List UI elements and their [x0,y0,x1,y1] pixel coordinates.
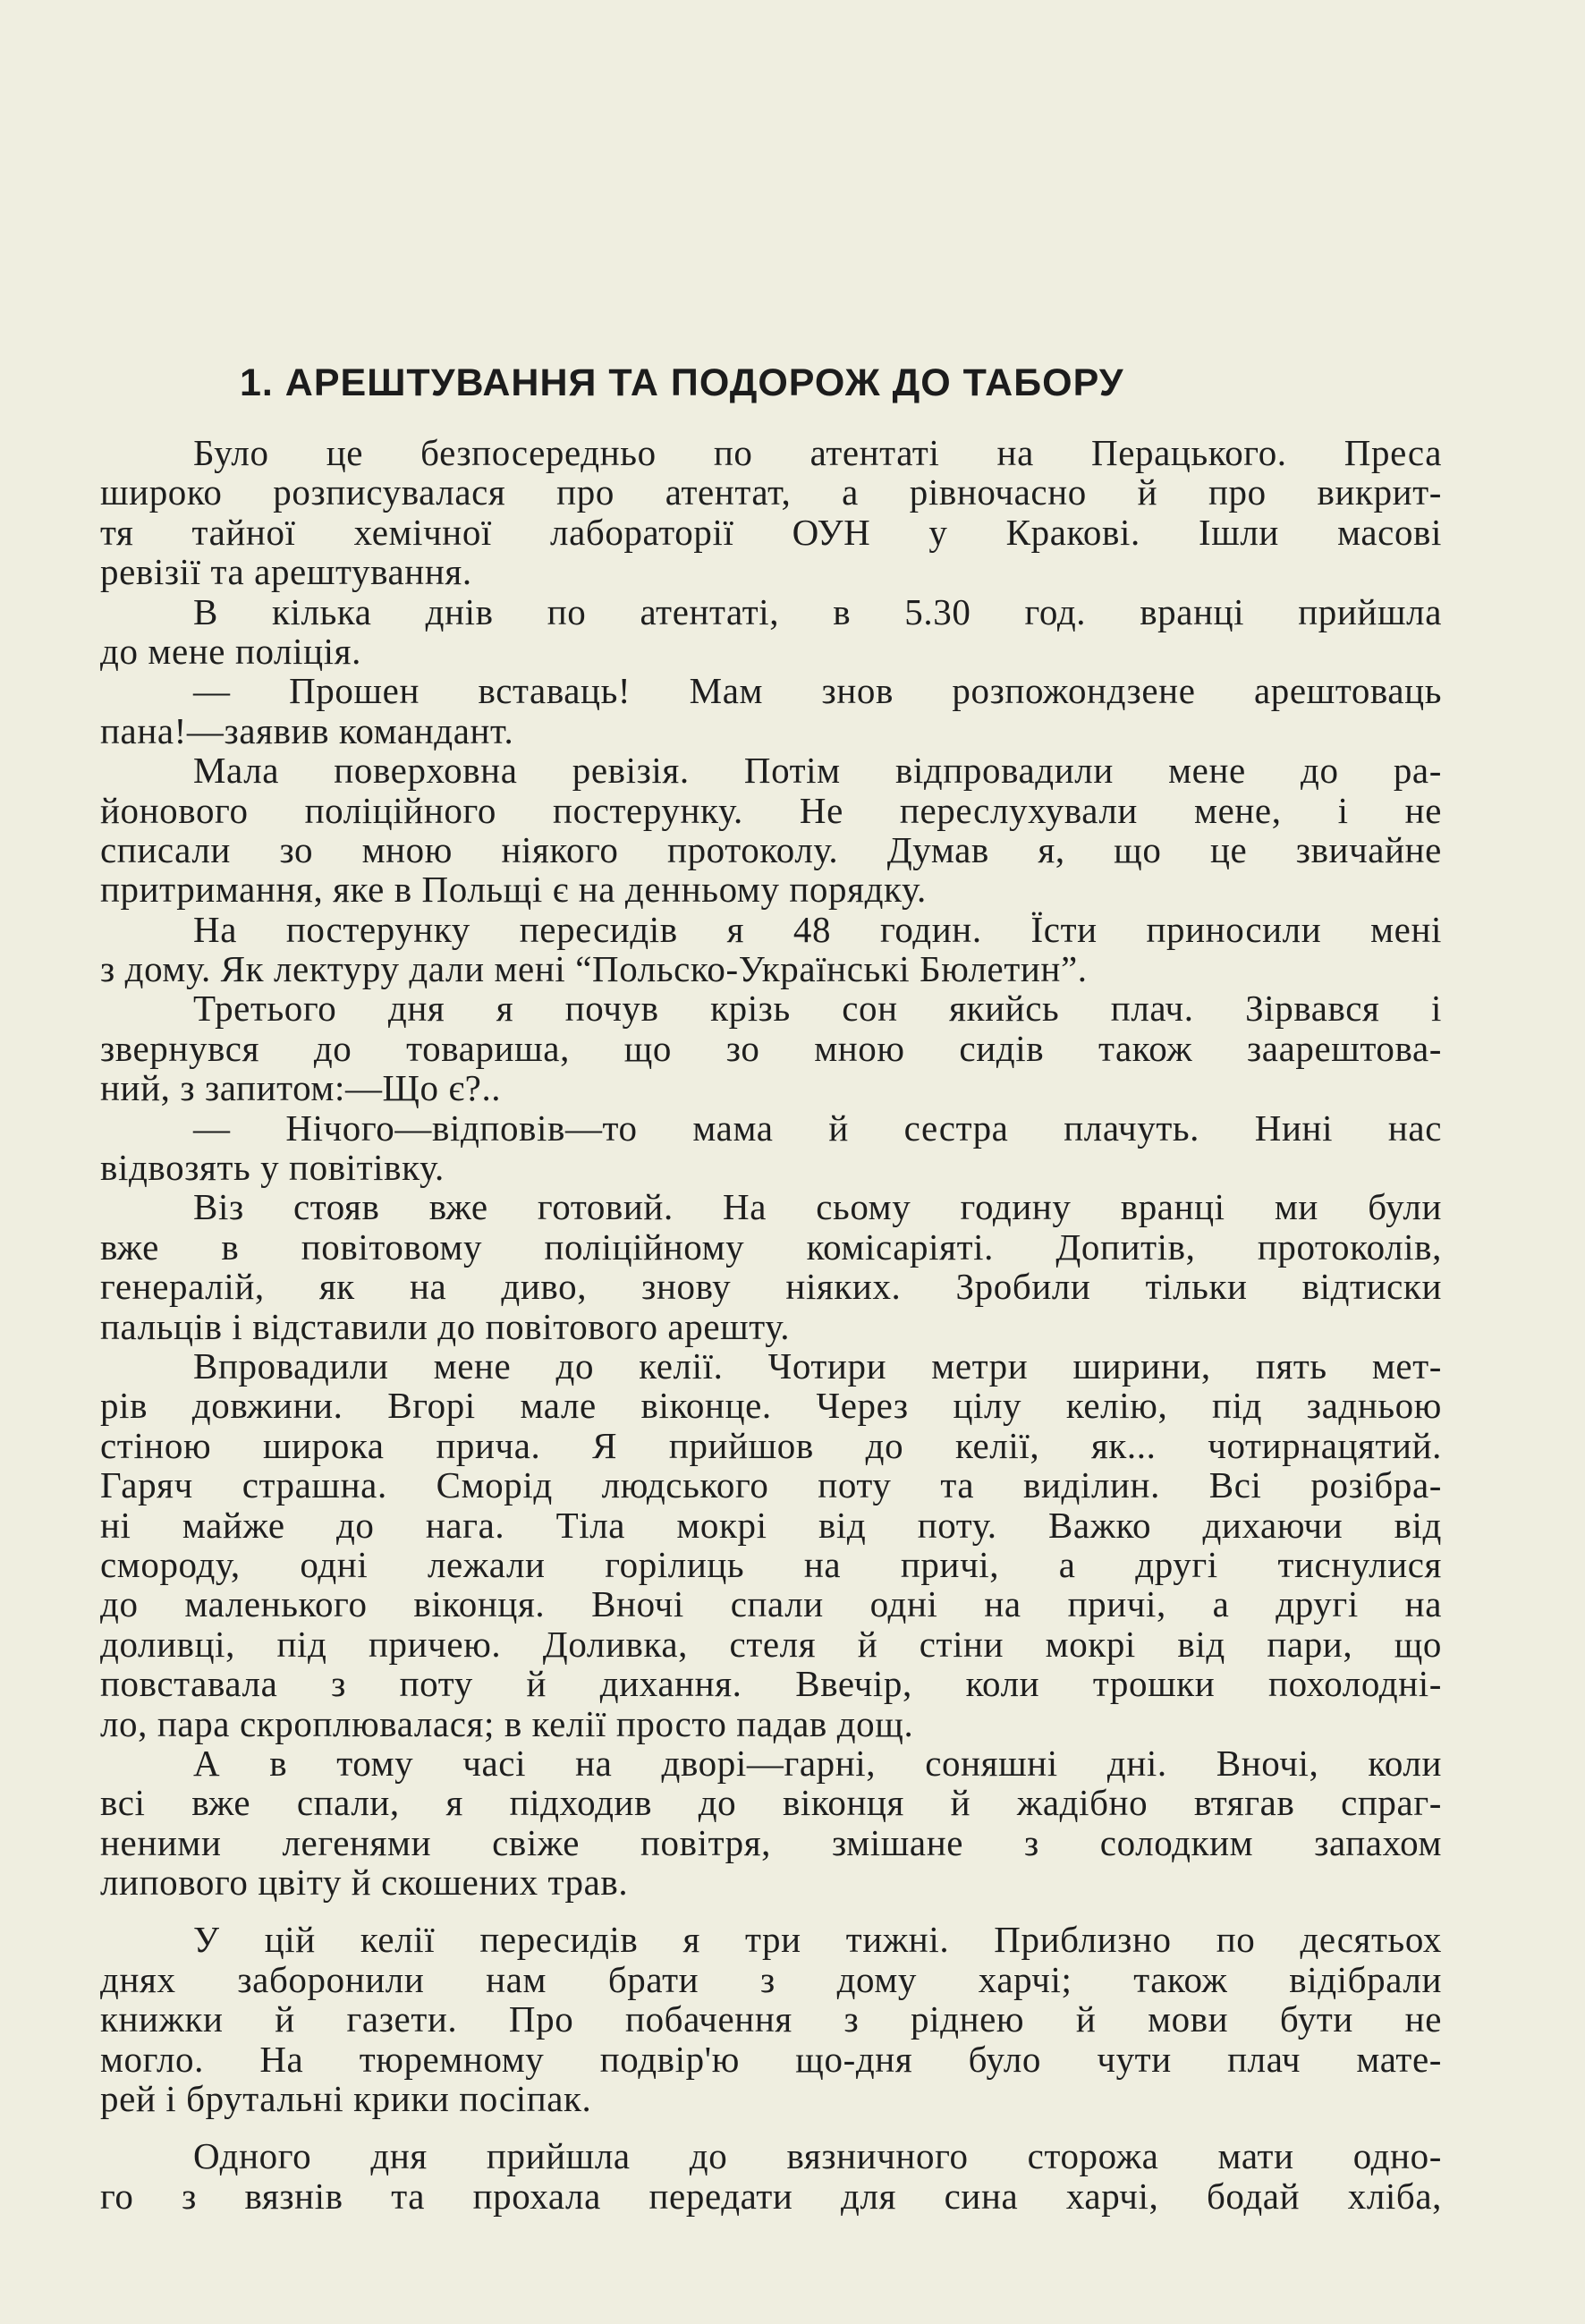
text-line: Третього дня я почув крізь сон якийсь плач. Зірвався і [193,988,1442,1030]
text-line: рів довжини. Вгорі мале віконце. Через цілу келію, під задньою [100,1385,1442,1427]
text-line: ний, з запитом:—Що є?.. [100,1067,502,1109]
text-line: відвозять у повітівку. [100,1147,445,1189]
text-line: В кілька днів по атентаті, в 5.30 год. вранці прийшла [193,590,1442,632]
text-line: пана!—заявив командант. [100,709,514,751]
text-line: Впровадили мене до келії. Чотири метри ширини, пять мет- [193,1344,1442,1387]
text-line: притримання, яке в Польщі є на денньому порядку. [100,869,927,911]
text-line: йонового поліційного постерунку. Не переслухували мене, і не [100,789,1442,831]
text-line: Віз стояв вже готовий. На сьому годину вранці ми були [193,1186,1442,1228]
chapter-text [100,433,1442,2216]
text-line: днях заборонили нам брати з дому харчі; також відібрали [100,1958,1442,2000]
text-line: На постерунку пересидів я 48 годин. Їсти приносили мені [193,908,1442,950]
text-line: липового цвіту й скошених трав. [100,1862,629,1904]
text-line: Одного дня прийшла до вязничного сторожа мати одно- [193,2135,1442,2177]
text-line: У цій келії пересидів я три тижні. Приблизно по десятьох [193,1919,1442,1961]
text-line: А в тому часі на дворі—гарні, соняшні дні. Вночі, коли [193,1742,1442,1784]
text-line: всі вже спали, я підходив до віконця й жадібно втягав спраг- [100,1782,1442,1824]
text-line: списали зо мною ніякого протоколу. Думав я, що це звичайне [100,828,1442,870]
text-line: Гаряч страшна. Сморід людського поту та виділин. Всі розібра- [100,1464,1442,1506]
text-line: ні майже до нага. Тіла мокрі від поту. Важко дихаючи від [100,1504,1442,1546]
text-line: пальців і відставили до повітового арешту. [100,1305,791,1347]
text-line: — Прошен вставаць! Мам знов розпожондзене арештоваць [193,670,1442,712]
text-line: до маленького віконця. Вночі спали одні на причі, а другі на [100,1583,1442,1625]
chapter-title: 1. АРЕШТУВАННЯ ТА ПОДОРОЖ ДО ТАБОРУ [240,361,1124,404]
text-line: могло. На тюремному подвір'ю що-дня було чути плач мате- [100,2038,1442,2080]
text-line: книжки й газети. Про побачення з ріднею й мови бути не [100,1998,1442,2040]
text-line: звернувся до товариша, що зо мною сидів також заарештова- [100,1027,1442,1069]
text-line: тя тайної хемічної лабораторії ОУН у Кракові. Ішли масові [100,511,1442,553]
text-line: генералій, як на диво, знову ніяких. Зробили тільки відтиски [100,1266,1442,1308]
text-line: Було це безпосередньо по атентаті на Перацького. Преса [193,432,1442,473]
text-line: неними легенями свіже повітря, змішане з солодким запахом [100,1821,1442,1863]
text-line: до мене поліція. [100,630,361,672]
text-line: широко розписувалася про атентат, а рівночасно й про викрит- [100,471,1442,513]
text-line: доливці, під причею. Доливка, стеля й стіни мокрі від пари, що [100,1623,1442,1665]
text-line: Мала поверховна ревізія. Потім відпровадили мене до ра- [193,750,1442,792]
text-line: повставала з поту й дихання. Ввечір, коли трошки похолодні- [100,1663,1442,1705]
text-line: го з вязнів та прохала передати для сина харчі, бодай хліба, [100,2175,1442,2217]
text-line: ревізії та арештування. [100,551,472,593]
text-line: рей і брутальні крики посіпак. [100,2078,592,2120]
text-line: вже в повітовому поліційному комісаріяті. Допитів, протоколів, [100,1226,1442,1268]
text-line: — Нічого—відповів—то мама й сестра плачуть. Нині нас [193,1107,1442,1149]
text-line: з дому. Як лектуру дали мені “Польско-Українські Бюлетин”. [100,948,1088,990]
text-line: стіною широка прича. Я прийшов до келії, як... чотирнацятий. [100,1424,1442,1466]
text-line: ло, пара скроплювалася; в келії просто падав дощ. [100,1702,914,1744]
text-line: смороду, одні лежали горілиць на причі, а другі тиснулися [100,1543,1442,1585]
